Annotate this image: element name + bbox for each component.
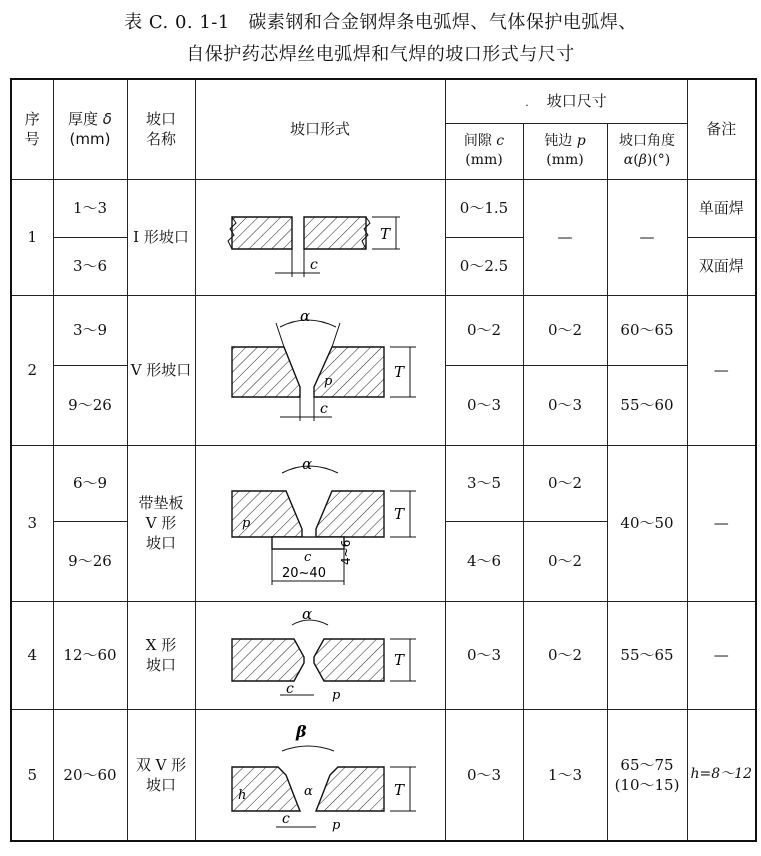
row5-angle: 65～75 (10～15) — [607, 709, 687, 841]
row1a-thickness: 1～3 — [53, 179, 127, 237]
row1b-note: 双面焊 — [687, 237, 756, 295]
row2a-blunt: 0～2 — [523, 295, 607, 365]
row3a-gap: 3～5 — [445, 445, 523, 521]
row2a-thickness: 3～9 — [53, 295, 127, 365]
t-label: T — [394, 780, 405, 799]
row1-figure — [195, 179, 445, 295]
row4-angle: 55～65 — [607, 601, 687, 709]
row4-name: X 形 坡口 — [127, 601, 195, 709]
header-thickness: 厚度 δ (mm) — [53, 79, 127, 179]
table-title-line2: 自保护药芯焊丝电弧焊和气焊的坡口形式与尺寸 — [186, 44, 575, 65]
t-label: T — [394, 651, 405, 669]
row2-note: — — [687, 295, 756, 445]
header-name: 坡口 名称 — [127, 79, 195, 179]
row2-name: V 形坡口 — [127, 295, 195, 445]
header-form: 坡口形式 — [195, 79, 445, 179]
row5-blunt: 1～3 — [523, 709, 607, 841]
row3a-thickness: 6～9 — [53, 445, 127, 521]
row5-seq: 5 — [11, 709, 53, 841]
double-v-groove-diagram — [220, 711, 420, 839]
row3b-thickness: 9～26 — [53, 521, 127, 601]
row4-seq: 4 — [11, 601, 53, 709]
header-note: 备注 — [687, 79, 756, 179]
row1a-note: 单面焊 — [687, 179, 756, 237]
row3a-blunt: 0～2 — [523, 445, 607, 521]
header-angle: 坡口角度 α(β)(°) — [607, 123, 687, 179]
row2b-thickness: 9～26 — [53, 365, 127, 445]
c-label: c — [310, 257, 318, 273]
p-label: p — [332, 688, 341, 703]
p-label: p — [332, 817, 341, 833]
c-label: c — [286, 681, 294, 697]
p-label: p — [324, 374, 333, 389]
header-gap: 间隙 c (mm) — [445, 123, 523, 179]
row2b-gap: 0～3 — [445, 365, 523, 445]
row2a-gap: 0～2 — [445, 295, 523, 365]
row5-note: h=8～12 — [687, 709, 756, 841]
row4-thickness: 12～60 — [53, 601, 127, 709]
row3-seq: 3 — [11, 445, 53, 601]
row5-figure — [195, 709, 445, 841]
x-groove-diagram — [220, 603, 420, 707]
row5-name: 双 V 形 坡口 — [127, 709, 195, 841]
row2a-angle: 60～65 — [607, 295, 687, 365]
row1-seq: 1 — [11, 179, 53, 295]
row2-seq: 2 — [11, 295, 53, 445]
alpha-label: α — [300, 307, 311, 325]
v-groove-diagram — [220, 305, 420, 435]
t-label: T — [394, 363, 405, 381]
c-label: c — [320, 401, 328, 417]
alpha-label: α — [302, 455, 313, 473]
t-label: T — [380, 225, 391, 243]
row1-name: I 形坡口 — [127, 179, 195, 295]
p-label: p — [242, 516, 251, 531]
row3b-blunt: 0～2 — [523, 521, 607, 601]
row3b-gap: 4～6 — [445, 521, 523, 601]
c-label: c — [304, 550, 312, 565]
row1-blunt: — — [523, 179, 607, 295]
row1-angle: — — [607, 179, 687, 295]
row1a-gap: 0～1.5 — [445, 179, 523, 237]
header-size: . 坡口尺寸 — [445, 79, 687, 123]
row5-thickness: 20～60 — [53, 709, 127, 841]
row2b-blunt: 0～3 — [523, 365, 607, 445]
alpha-label: α — [304, 783, 313, 799]
row4-blunt: 0～2 — [523, 601, 607, 709]
row5-gap: 0～3 — [445, 709, 523, 841]
row2b-angle: 55～60 — [607, 365, 687, 445]
row3-figure — [195, 445, 445, 601]
t-label: T — [394, 505, 405, 523]
backed-v-groove-diagram — [220, 453, 420, 593]
backing-width-label: 20~40 — [282, 566, 326, 581]
row4-figure — [195, 601, 445, 709]
beta-label: β — [296, 721, 307, 741]
h-label: h — [238, 787, 247, 803]
row1b-thickness: 3～6 — [53, 237, 127, 295]
c-label: c — [282, 810, 290, 827]
row2-figure — [195, 295, 445, 445]
row3-angle: 40～50 — [607, 445, 687, 601]
row1b-gap: 0～2.5 — [445, 237, 523, 295]
header-seq: 序 号 — [11, 79, 53, 179]
row3-note: — — [687, 445, 756, 601]
i-groove-diagram — [220, 187, 420, 287]
header-blunt: 钝边 p (mm) — [523, 123, 607, 179]
alpha-label: α — [302, 605, 313, 623]
row4-gap: 0～3 — [445, 601, 523, 709]
table-title-line1: 表 C. 0. 1-1 碳素钢和合金钢焊条电弧焊、气体保护电弧焊、 — [124, 12, 637, 33]
row3-name: 带垫板 V 形 坡口 — [127, 445, 195, 601]
backing-thick-label: 4~6 — [339, 539, 353, 565]
row4-note: — — [687, 601, 756, 709]
groove-table — [10, 78, 757, 842]
